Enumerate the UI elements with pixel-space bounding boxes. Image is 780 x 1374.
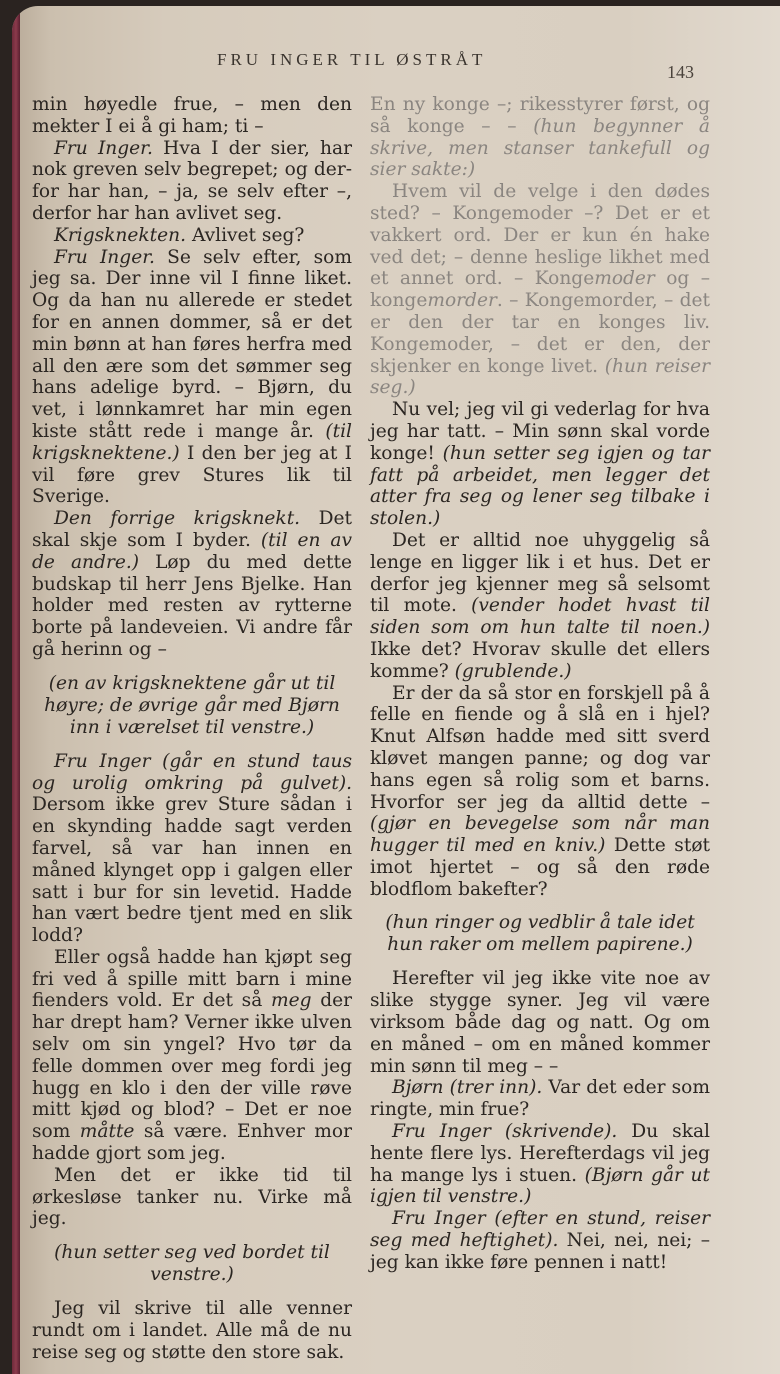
body-text: (hun setter seg ved bordet til venstre.): [54, 1242, 330, 1286]
speaker-name: Fru Inger.: [54, 137, 153, 159]
speech-paragraph: [32, 225, 352, 247]
body-text: der har drept ham? Verner ikke ulven selv om sin yngel? Hvo tør da felle dommen over meg fordi jeg hugg en klo i den der ville røve mitt kjød og blod? – Det er noe som: [32, 990, 352, 1143]
stage-direction: [32, 1242, 352, 1286]
body-text: Se selv efter, som jeg sa. Der inne vil I finne liket. Og da han nu allerede er stedet for en annen dommer, så er det min bønn at han føres herfra med all den ære som det sømmer seg hans adelige byrd. – Bjørn, du vet, i lønnkamret har min egen kiste stått rede i mange år.: [32, 246, 352, 442]
speech-paragraph: [370, 181, 710, 399]
body-text: Avlivet seg?: [186, 224, 305, 246]
speaker-name: Fru Inger (skrivende).: [392, 1121, 618, 1143]
running-head: FRU INGER TIL ØSTRÅT: [217, 50, 487, 69]
body-text: Eller også hadde han kjøpt seg fri ved å spille mitt barn i mine fienders vold. Er det så: [32, 946, 352, 1012]
body-text: Løp du med dette budskap til herr Jens Bjelke. Han holder med resten av rytterne borte på landeveien. Vi andre får gå herinn og –: [32, 551, 352, 660]
body-text: . – Kongemorder, – det er den der tar en konges liv. Kongemoder, – det er den, der skjenker en konge livet.: [370, 290, 710, 377]
stage-direction: [370, 912, 710, 956]
speech-paragraph: [370, 399, 710, 530]
page-number: 143: [667, 62, 694, 82]
continued-paragraph: [32, 94, 352, 138]
italic-text: (til en av de andre.): [32, 529, 352, 573]
body-text: Jeg vil skrive til alle venner rundt om i landet. Alle må de nu reise seg og støtte den store sak.: [32, 1298, 352, 1363]
speech-paragraph: [32, 1165, 352, 1230]
italic-text: (hun setter seg igjen og tar fatt på arbeidet, men legger det atter fra seg og lener seg tilbake i stolen.): [370, 442, 710, 530]
speaker-name: Bjørn (trer inn).: [392, 1077, 543, 1099]
italic-text: (grublende.): [454, 660, 572, 682]
body-text: Nei, nei, nei; – jeg kan ikke føre pennen i natt!: [370, 1230, 710, 1273]
body-text: Hvem vil de velge i den dødes sted? – Kongemoder –? Det er et vakkert ord. Der er kun én hake ved det; – denne heslige likhet med et annet ord. – Konge: [370, 181, 710, 290]
speech-paragraph: [32, 751, 352, 947]
body-text: I den ber jeg at I vil føre grev Stures lik til Sverige.: [32, 442, 352, 508]
speaker-name: Fru Inger (går en stund taus og urolig omkring på gulvet).: [32, 750, 352, 794]
body-text: Dersom ikke grev Sture sådan i en skynding hadde sagt verden farvel, så var han innen en måned klynget opp i galgen eller satt i bur for sin levetid. Hadde han vært bedre tjent med en slik lodd?: [32, 794, 352, 947]
body-text: Du skal hente flere lys. Herefterdags vil jeg ha mange lys i stuen.: [370, 1121, 711, 1186]
italic-text: meg: [270, 990, 312, 1012]
body-text: Var det eder som ringte, min frue?: [370, 1077, 710, 1121]
italic-text: (Bjørn går ut igjen til venstre.): [370, 1164, 711, 1208]
body-text: Nu vel; jeg vil gi vederlag for hva jeg har tatt. – Min sønn skal vorde konge!: [370, 399, 710, 464]
italic-text: moder: [594, 268, 655, 290]
speech-paragraph: [370, 1121, 710, 1208]
italic-text: morder: [427, 290, 497, 312]
body-text: Hva I der sier, har nok greven selv begrepet; og derfor har han, – ja, se selv efter –, derfor har han avlivet seg.: [32, 137, 352, 224]
continued-paragraph: [370, 94, 710, 181]
body-text: Er der da så stor en forskjell på å felle en fiende og å slå en i hjel? Knut Alfsøn hadde med sitt sverd kløvet mangen panne; og dog var hans egen så rolig som et barns. Hvorfor ser jeg da alltid dette –: [370, 682, 710, 813]
speaker-name: Fru Inger.: [54, 246, 155, 268]
italic-text: måtte: [79, 1121, 135, 1143]
book-spine: [12, 6, 20, 1374]
italic-text: (gjør en bevegelse som når man hugger til med en kniv.): [370, 813, 710, 857]
body-text: så være. Enhver mor hadde gjort som jeg.: [32, 1121, 353, 1165]
speech-paragraph: [32, 247, 352, 509]
speech-paragraph: [32, 1298, 352, 1363]
body-text: (en av krigsknektene går ut til høyre; de øvrige går med Bjørn inn i værelset til venstre.): [44, 672, 340, 738]
speech-paragraph: [370, 1077, 710, 1121]
speech-paragraph: [32, 508, 352, 661]
book-page: [12, 6, 780, 1374]
italic-text: (vender hodet hvast til siden som om hun talte til noen.): [370, 595, 710, 639]
speech-paragraph: [32, 947, 352, 1165]
speaker-name: Den forrige krigsknekt.: [54, 508, 301, 530]
body-text: En ny konge –; rikesstyrer først, og så konge – –: [370, 94, 710, 137]
body-text: Ikke det? Hvorav skulle det ellers komme?: [370, 638, 710, 682]
speech-paragraph: [370, 1208, 710, 1273]
right-text-column: [370, 94, 710, 1274]
italic-text: (til krigsknektene.): [32, 420, 352, 464]
body-text: (hun ringer og vedblir å tale idet hun raker om mellem papirene.): [385, 912, 695, 956]
body-text: Det er alltid noe uhyggelig så lenge en ligger lik i et hus. Det er derfor jeg kjenner meg så selsomt til mote.: [370, 529, 710, 617]
body-text: Det skal skje som I byder.: [32, 508, 353, 551]
speech-paragraph: [370, 968, 710, 1077]
body-text: Dette støt imot hjertet – og så den røde blodflom bakefter?: [370, 835, 710, 900]
italic-text: (hun reiser seg.): [370, 355, 710, 399]
body-text: min høyedle frue, – men den mekter I ei å gi ham; ti –: [32, 94, 352, 137]
speech-paragraph: [370, 683, 710, 901]
speaker-name: Fru Inger (efter en stund, reiser seg med heftighet).: [370, 1208, 710, 1252]
body-text: og – konge: [370, 268, 710, 312]
left-text-column: [32, 94, 352, 1364]
stage-direction: [32, 673, 352, 739]
body-text: Men det er ikke tid til ørkesløse tanker nu. Virke må jeg.: [32, 1164, 352, 1230]
speech-paragraph: [370, 530, 710, 683]
italic-text: (hun begynner å skrive, men stanser tankefull og sier sakte:): [370, 115, 710, 181]
speech-paragraph: [32, 138, 352, 225]
body-text: Herefter vil jeg ikke vite noe av slike stygge syner. Jeg vil være virksom både dag og natt. Og om en måned – om en måned kommer min sønn til meg – –: [370, 968, 710, 1077]
speaker-name: Krigsknekten.: [54, 224, 187, 246]
